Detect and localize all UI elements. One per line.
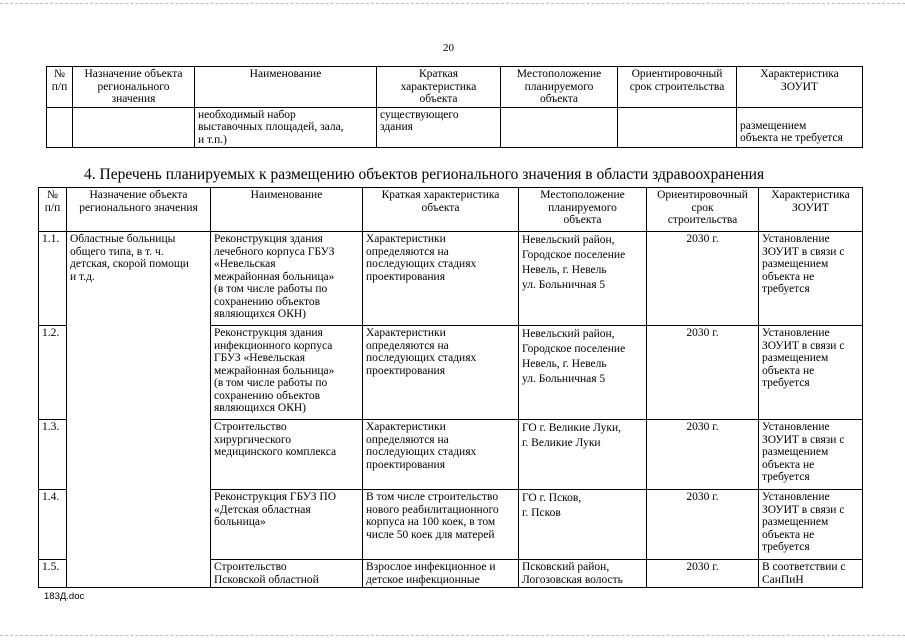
name-cell: Реконструкция здания лечебного корпуса ГБУЗ «Невельская межрайонная больница» (в том числе работы по сохранению объектов являющихся ОКН)	[211, 232, 363, 326]
header-zouit: Характеристика ЗОУИТ	[759, 188, 863, 232]
continuation-table	[46, 66, 863, 148]
page-top-border	[0, 3, 905, 4]
header-location: Местоположение планируемого объекта	[519, 188, 647, 232]
table-row	[47, 107, 863, 148]
section-title: 4. Перечень планируемых к размещению объектов регионального значения в области здравоохранения	[84, 166, 765, 183]
table-row	[39, 232, 863, 326]
page-number: 20	[443, 42, 454, 54]
table-header-row	[47, 67, 863, 108]
row-number: 1.2.	[39, 326, 67, 420]
header-num: № п/п	[39, 188, 67, 232]
zouit-cell: В соответствии с СанПиН	[759, 560, 863, 588]
brief-cell: Взрослое инфекционное и детское инфекционные	[363, 560, 519, 588]
header-name: Наименование	[211, 188, 363, 232]
header-num: № п/п	[47, 67, 73, 108]
cell-brief: существующего здания	[377, 107, 501, 148]
header-purpose: Назначение объекта регионального значения	[67, 188, 211, 232]
cell-name: необходимый набор выставочных площадей, зала, и т.п.)	[195, 107, 377, 148]
term-cell: 2030 г.	[647, 232, 759, 326]
brief-cell: Характеристики определяются на последующих стадиях проектирования	[363, 326, 519, 420]
row-number: 1.1.	[39, 232, 67, 326]
name-cell: Строительство Псковской областной	[211, 560, 363, 588]
row-number: 1.4.	[39, 490, 67, 560]
cell-purpose	[73, 107, 195, 148]
cell-location	[501, 107, 618, 148]
zouit-cell: Установление ЗОУИТ в связи с размещением объекта не требуется	[759, 490, 863, 560]
zouit-cell: Установление ЗОУИТ в связи с размещением объекта не требуется	[759, 326, 863, 420]
row-number: 1.5.	[39, 560, 67, 588]
header-brief: Краткая характеристика объекта	[363, 188, 519, 232]
header-location: Местоположение планируемого объекта	[501, 67, 618, 108]
document-footer: 183Д.doc	[44, 591, 85, 602]
brief-cell: Характеристики определяются на последующих стадиях проектирования	[363, 420, 519, 490]
location-cell: ГО г. Великие Луки, г. Великие Луки	[519, 420, 647, 490]
zouit-cell: Установление ЗОУИТ в связи с размещением объекта не требуется	[759, 232, 863, 326]
purpose-cell: Областные больницы общего типа, в т. ч. детская, скорой помощи и т.д.	[67, 232, 211, 588]
name-cell: Реконструкция здания инфекционного корпуса ГБУЗ «Невельская межрайонная больница» (в том числе работы по сохранению объектов являющихся ОКН)	[211, 326, 363, 420]
location-cell: Псковский район, Логозовская волость	[519, 560, 647, 588]
location-cell: ГО г. Псков, г. Псков	[519, 490, 647, 560]
name-cell: Реконструкция ГБУЗ ПО «Детская областная больница»	[211, 490, 363, 560]
header-purpose: Назначение объекта регионального значения	[73, 67, 195, 108]
header-term: Ориентировочный срок строительства	[618, 67, 737, 108]
brief-cell: Характеристики определяются на последующих стадиях проектирования	[363, 232, 519, 326]
header-name: Наименование	[195, 67, 377, 108]
healthcare-objects-table	[38, 187, 863, 588]
location-cell: Невельский район, Городское поселение Невель, г. Невель ул. Больничная 5	[519, 232, 647, 326]
term-cell: 2030 г.	[647, 420, 759, 490]
brief-cell: В том числе строительство нового реабилитационного корпуса на 100 коек, в том числе 50 коек для матерей	[363, 490, 519, 560]
name-cell: Строительство хирургического медицинского комплекса	[211, 420, 363, 490]
cell-zouit: размещением объекта не требуется	[737, 107, 863, 148]
term-cell: 2030 г.	[647, 490, 759, 560]
page-bottom-border	[0, 635, 905, 636]
header-term: Ориентировочный срок строительства	[647, 188, 759, 232]
location-cell: Невельский район, Городское поселение Невель, г. Невель ул. Больничная 5	[519, 326, 647, 420]
cell-term	[618, 107, 737, 148]
row-number: 1.3.	[39, 420, 67, 490]
header-zouit: Характеристика ЗОУИТ	[737, 67, 863, 108]
term-cell: 2030 г.	[647, 326, 759, 420]
cell-num	[47, 107, 73, 148]
zouit-cell: Установление ЗОУИТ в связи с размещением объекта не требуется	[759, 420, 863, 490]
term-cell: 2030 г.	[647, 560, 759, 588]
table-header-row	[39, 188, 863, 232]
header-brief: Краткая характеристика объекта	[377, 67, 501, 108]
